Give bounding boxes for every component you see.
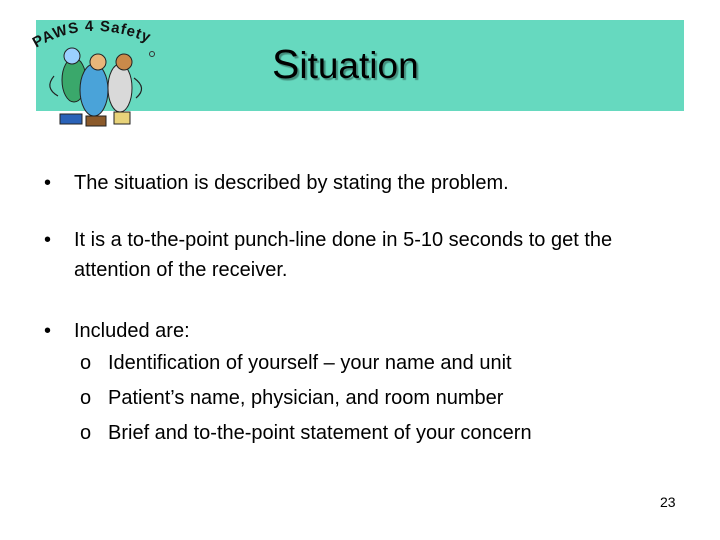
bullet-item <box>44 225 694 285</box>
bullet-marker: • <box>44 172 52 194</box>
sub-bullet-item <box>44 381 694 416</box>
sub-bullet-list <box>74 346 694 451</box>
paws-4-safety-logo-icon <box>24 18 162 136</box>
page-number: 23 <box>660 494 676 510</box>
bullet-text: The situation is described by stating the problem. <box>74 172 509 194</box>
sub-bullet-item <box>44 416 694 451</box>
sub-bullet-text: Brief and to-the-point statement of your concern <box>108 422 532 444</box>
bullet-marker: • <box>44 320 52 342</box>
bullet-text: Included are: <box>74 320 190 342</box>
sub-bullet-text: Patient’s name, physician, and room number <box>108 387 504 409</box>
sub-bullet-marker: o <box>80 387 92 409</box>
bullet-text: It is a to-the-point punch-line done in 5-10 seconds to get the attention of the receiver. <box>74 229 613 281</box>
bullet-item <box>44 168 694 198</box>
bullet-item <box>44 316 694 451</box>
svg-text:PAWS 4 Safety: PAWS 4 Safety <box>29 18 154 52</box>
sub-bullet-marker: o <box>80 422 92 444</box>
bullet-marker: • <box>44 229 52 251</box>
sub-bullet-marker: o <box>80 352 92 374</box>
sub-bullet-text: Identification of yourself – your name and unit <box>108 352 512 374</box>
sub-bullet-item <box>44 346 694 381</box>
bullet-list <box>44 168 694 451</box>
slide-title: Situation <box>272 41 419 87</box>
